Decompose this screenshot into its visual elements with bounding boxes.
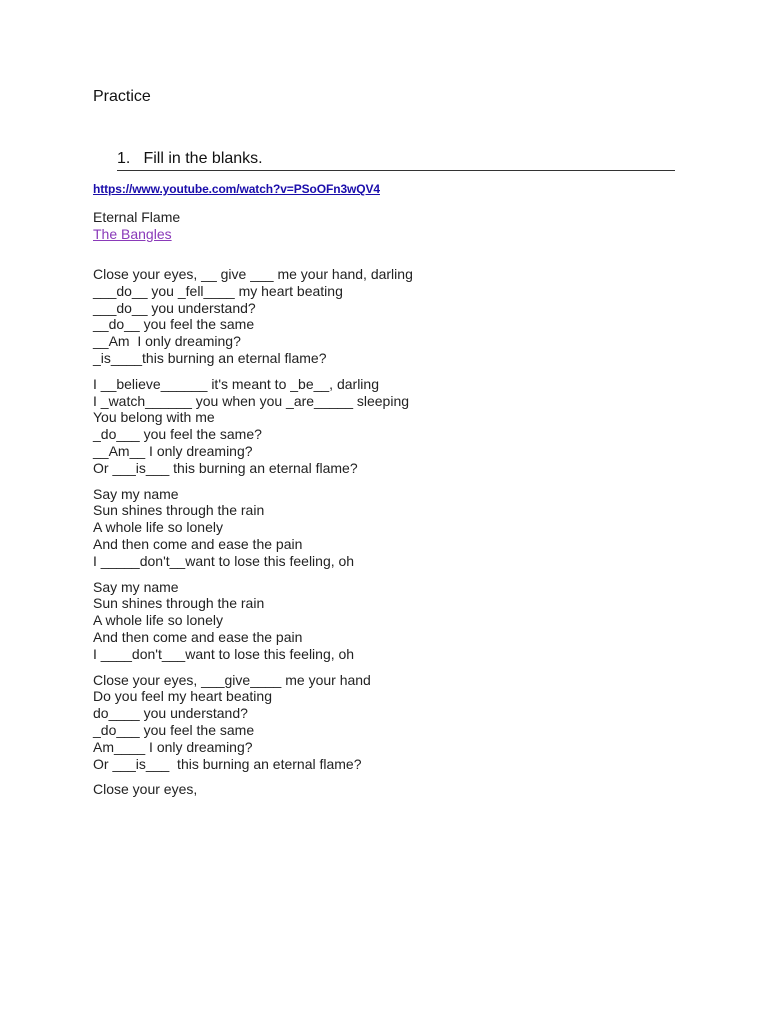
lyrics-line: I ____don't___want to lose this feeling, oh	[93, 645, 355, 662]
lyrics-line: ___do__ you _fell____ my heart beating	[93, 282, 343, 299]
lyrics-line: And then come and ease the pain	[93, 535, 303, 552]
lyrics-line: Sun shines through the rain	[93, 595, 265, 612]
lyrics-line: _do___ you feel the same?	[93, 426, 262, 443]
lyrics-line: Say my name	[93, 485, 179, 502]
lyrics	[93, 266, 653, 807]
lyrics-line: A whole life so lonely	[93, 612, 223, 629]
lyrics-stanza	[93, 376, 653, 477]
lyrics-line: Do you feel my heart beating	[93, 688, 272, 705]
lyrics-stanza	[93, 672, 653, 773]
lyrics-line: __do__ you feel the same	[93, 316, 255, 333]
song-title: Eternal Flame	[93, 209, 181, 225]
lyrics-line: A whole life so lonely	[93, 519, 223, 536]
lyrics-stanza	[93, 579, 653, 663]
youtube-link[interactable]: https://www.youtube.com/watch?v=PSoOFn3wQV4	[93, 182, 380, 196]
lyrics-line: Sun shines through the rain	[93, 502, 265, 519]
task-text: Fill in the blanks.	[143, 150, 263, 167]
lyrics-line: I _____don't__want to lose this feeling, oh	[93, 552, 355, 569]
lyrics-line: Or ___is___ this burning an eternal flame?	[93, 755, 362, 772]
lyrics-line: And then come and ease the pain	[93, 628, 303, 645]
lyrics-line: Close your eyes,	[93, 781, 198, 798]
lyrics-stanza	[93, 486, 653, 570]
lyrics-line: do____ you understand?	[93, 705, 248, 722]
task-heading	[117, 150, 675, 171]
lyrics-line: Am____ I only dreaming?	[93, 738, 253, 755]
lyrics-line: Or ___is___ this burning an eternal flame?	[93, 459, 358, 476]
lyrics-line: I __believe______ it's meant to _be__, darling	[93, 375, 379, 392]
lyrics-line: __Am__ I only dreaming?	[93, 442, 253, 459]
lyrics-line: Say my name	[93, 578, 179, 595]
lyrics-line: I _watch______ you when you _are_____ sleeping	[93, 392, 410, 409]
lyrics-line: _is____this burning an eternal flame?	[93, 349, 327, 366]
lyrics-line: _do___ you feel the same	[93, 721, 255, 738]
task-number: 1.	[117, 150, 131, 167]
lyrics-line: Close your eyes, ___give____ me your hand	[93, 671, 371, 688]
lyrics-stanza	[93, 266, 653, 367]
page-title: Practice	[93, 88, 151, 105]
lyrics-line: Close your eyes, __ give ___ me your hand, darling	[93, 266, 413, 282]
lyrics-stanza	[93, 781, 653, 798]
artist-link[interactable]: The Bangles	[93, 226, 172, 242]
lyrics-line: You belong with me	[93, 409, 215, 426]
lyrics-line: ___do__ you understand?	[93, 299, 256, 316]
lyrics-line: __Am I only dreaming?	[93, 333, 241, 350]
